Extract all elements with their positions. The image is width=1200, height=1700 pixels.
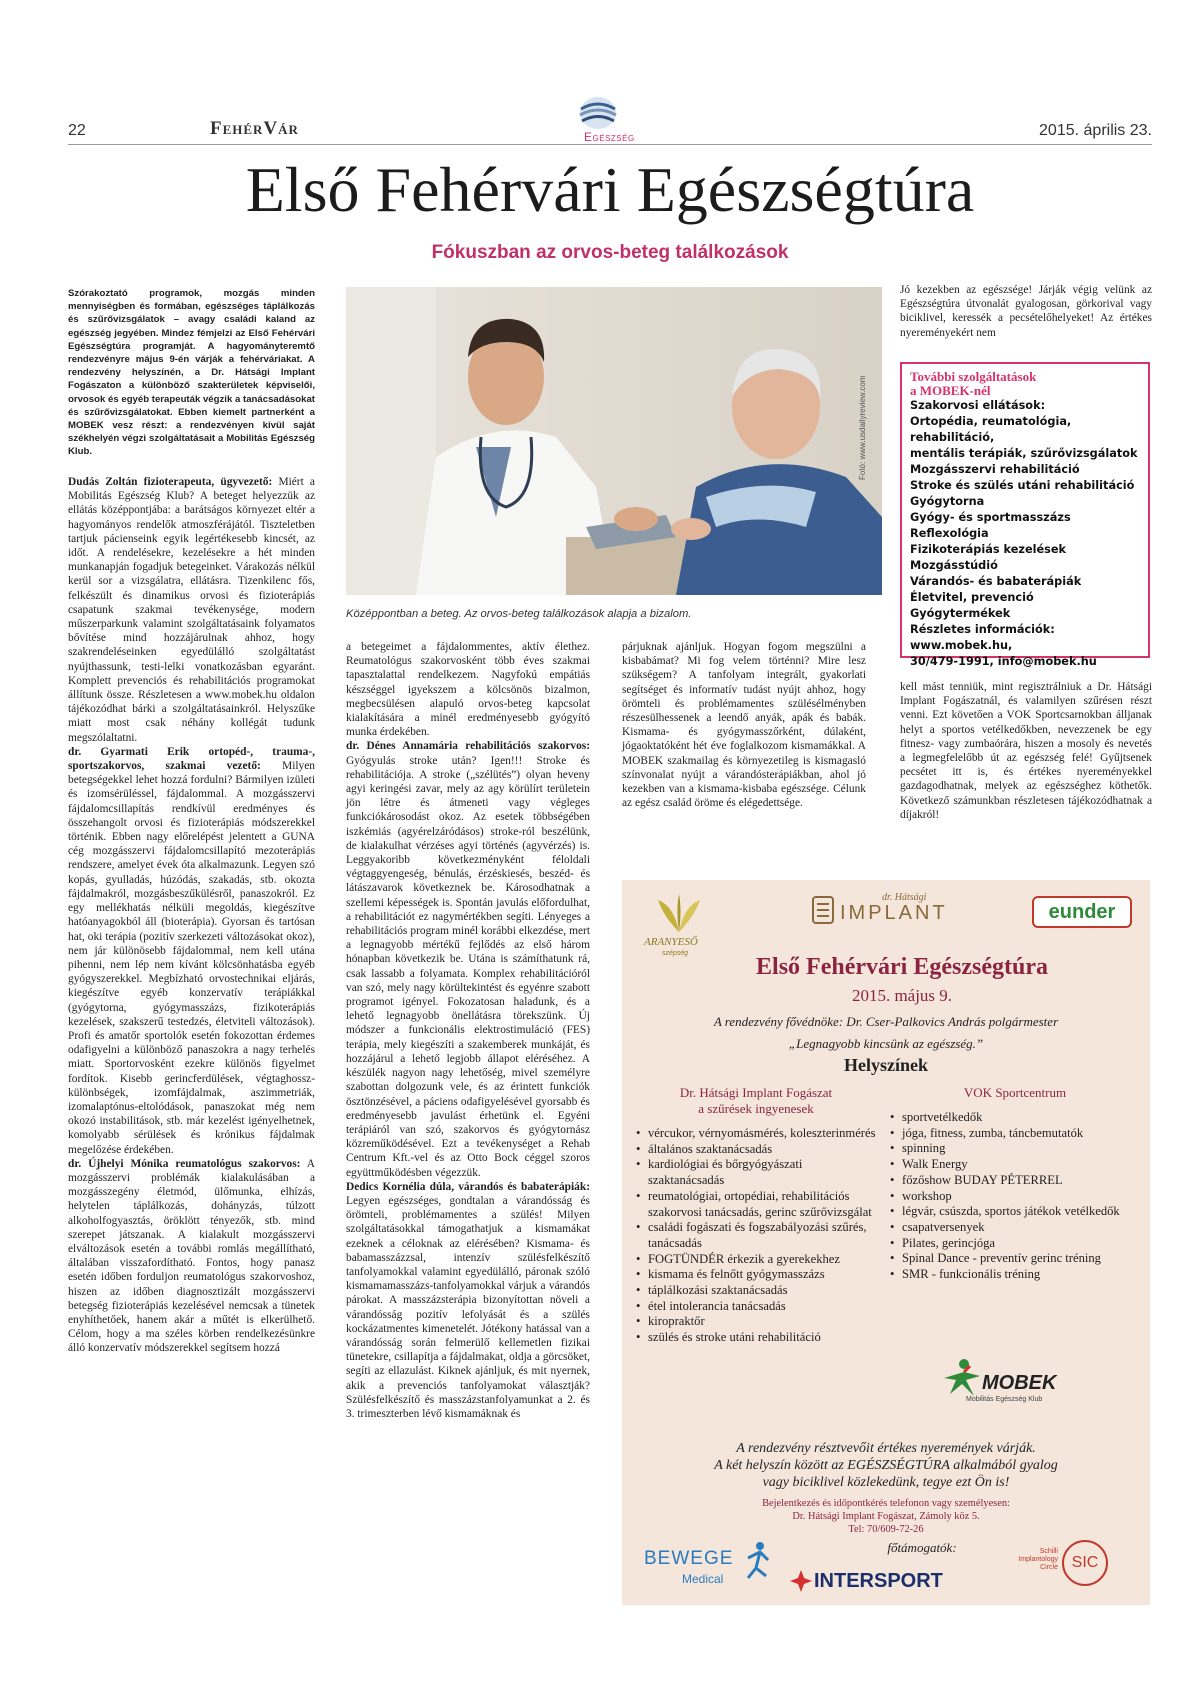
photo-credit: Fotó: www.usdailyreview.com	[858, 375, 867, 480]
program-item: • kardiológiai és bőrgyógyászati szaktanácsadás	[636, 1157, 876, 1188]
interviewee-name: dr. Gyarmati Erik ortopéd-, trauma-, sportszakorvos, szakmai vezető:	[68, 745, 315, 773]
program-item: • workshop	[890, 1189, 1140, 1205]
article-column-1	[68, 475, 315, 1356]
program-item: • kismama és felnőtt gyógymasszázs	[636, 1267, 876, 1283]
service-item: Fizikoterápiás kezelések	[910, 543, 1067, 556]
program-item: • vércukor, vérnyomásmérés, koleszterinmérés	[636, 1126, 876, 1142]
venue-implant-heading	[636, 1085, 876, 1117]
eunder-logo: eunder	[1032, 896, 1132, 928]
bewege-logo-text: BEWEGE	[644, 1548, 734, 1569]
photo-illustration	[346, 287, 882, 595]
interview-text: Gyógyulás stroke után? Igen!!! Stroke és rehabilitációja. A stroke („szélütés”) olyan heveny agyi keringési zavar, mely az agy körülírt területein jön létre és átmeneti vagy végleges funkciókárosodást okoz. Az esetek többségében iszkémiás (agyérelzáródásos) stroke-ról beszélünk, de kialakulhat vérzéses agyi történés (agyvérzés) is. Leggyakoribb következményként féloldali végtaggyengeség, bénulás, érzéskiesés, beszéd- és látászavarok következnek be. Károsodhatnak a szellemi képességek is. Spontán javulás előfordulhat, a rehabilitációt ez nagymértékben segíti. Lényeges a rehabilitációs program minél korábbi elkezdése, mert a legnagyobb mértékű fejlődés az első három hónapban következik be. Utána is számíthatunk rá, csak lassabb a folyamata. Komplex rehabilitációról van szó, mely nagy körültekintést és egyénre szabott programot igényel. Fokozatosan haladunk, és a lehető legnagyobb önellátásra törekszünk. Új módszer a funkcionális elektrostimuláció (FES) terápia, mely kiegészíti a szakemberek munkáját, és hozzájárul a lehető legjobb állapot eléréséhez. A készülék nagyon nagy lehetőség, mivel személyre szabottan dolgozunk vele, és az érintett funkciók ösztönzésével, a páciens odafigyelésével gyorsabb és eredményesebb javulást érhetünk el. Egyéni terápiáról van szó, szakorvos és gyógytornász közreműködésével. Ezt a tevékenységet a Rehab Centrum Kft.-vel és az Otto Bock céggel szoros együttműködésben végezzük.	[346, 754, 590, 1179]
program-item: • FOGTÜNDÉR érkezik a gyerekekhez	[636, 1252, 876, 1268]
program-item: • családi fogászati és fogszabályozási szűrés, tanácsadás	[636, 1220, 876, 1251]
headline: Első Fehérvári Egészségtúra	[245, 154, 975, 225]
service-item: Várandós- és babaterápiák	[910, 575, 1082, 588]
sic-caption-line: Implantology	[1018, 1556, 1058, 1563]
program-item: • táplálkozási szaktanácsadás	[636, 1283, 876, 1299]
service-item: Mozgásszervi rehabilitáció	[910, 463, 1080, 476]
mobek-logo-text: MOBEK	[982, 1372, 1057, 1394]
contact-line: Bejelentkezés és időpontkérés telefonon vagy személyesen:	[762, 1498, 1010, 1509]
interviewee-name: dr. Újhelyi Mónika reumatológus szakorvos:	[68, 1157, 301, 1170]
closing-text-top: Jó kezekben az egészsége! Járják végig velünk az Egészségtúra útvonalát gyalogosan, görkorival vagy biciklivel, keressék a pecsételőhelyeket! Az értékes nyereményekért nem	[900, 284, 1152, 339]
venue-implant-list	[636, 1126, 876, 1346]
venue-vok-heading: VOK Sportcentrum	[963, 1085, 1067, 1100]
venue-implant-name: Dr. Hátsági Implant Fogászat	[679, 1085, 833, 1100]
venue-implant-note: a szűrések ingyenesek	[698, 1101, 814, 1116]
section-label: Egészség	[584, 130, 635, 144]
subheadline: Fókuszban az orvos-beteg találkozások	[431, 242, 789, 263]
service-item: Életvitel, prevenció	[910, 591, 1034, 604]
interview-text: A mozgásszervi problémák kialakulásában a mozgásszegény életmód, ülőmunka, elhízás, helytelen táplálkozás, dohányzás, túlzott alkoholfogyasztás, öröklött tényezők, stb. mind szerepet játszanak. A kialakult mozgásszervi elváltozások esetén a további romlás megállítható, általában visszafordítható. Fontos, hogy panasz esetén időben forduljon reumatológus szakorvoshoz, hiszen az időben diagnosztizált mozgásszervi betegség fizioterápiás kezelésével nemcsak a tünetek enyhíthetőek, hanem akár a műtét is elkerülhető. Célom, hogy a ma széles körben rendelkezésünkre álló konzervatív módszerekkel segítsem hozzá	[68, 1157, 315, 1355]
service-item: Szakorvosi ellátások:	[910, 399, 1046, 412]
program-item: • Pilates, gerincjóga	[890, 1236, 1140, 1252]
doctor-patient-photo	[346, 287, 882, 595]
interview-text: Milyen betegségekkel lehet hozzá fordulni? Bármilyen izületi és izomsérüléssel, fájdalommal. A mozgásszervi fájdalomcsillapítás rendkívül eredményes és összehangolt orvosi és fizioterápiás módszerekkel történik. Ebben nagy előrelépést jelentett a GUNA cég mozgásszervi fájdalomcsillapító mezoterápiás rendszere, amelyet évek óta alkalmazunk. Legyen szó kopás, gyulladás, húzódás, szakadás, stb. okozta fájdalmakról, mozgásbeszűkülésről, panaszokról. Ez egy mellékhatás nélküli megoldás, kiegészítve hatóanyagokból áll (bioterápia). Gyorsan és tartósan hat, oki terápia (pozitív szerkezeti változásokat okoz), nem jár különösebb fájdalommal, nem kell utána pihenni, nem lép nem kívánt kölcsönhatásba egyéb gyógyszerekkel. Megbízható orvostechnikai eljárás, kiegészítve egyéb konzervatív terápiákkal (gyógytorna, gyógymasszázs, fizikoterápiás kezelések, szakszerű testedzés, életviteli változások). Profi és amatőr sportolók esetén fokozottan érdemes odafigyelni a különböző panaszokra a nagy terhelés miatt. Sportorvosként ezekre különös figyelmet fordítok. Kisebb gerincferdülések, végtaghossz-különbségek, izomfájdalmak, aszimmetriák, izomalaptónus-eltolódások, panaszokat még nem okozó instabilitások, stb. már kezelést igényelhetnek, komolyabb sérülések és krónikus fájdalmak megelőzése érdekében.	[68, 760, 315, 1156]
services-title-line2: a MOBEK-nél	[910, 383, 991, 398]
interviewee-name: Dedics Kornélia dúla, várandós és babaterápiák:	[346, 1180, 590, 1193]
implant-logo-small: dr. Hátsági	[882, 892, 927, 903]
venue-vok-list	[890, 1110, 1140, 1283]
intersport-star-icon	[790, 1570, 812, 1592]
program-item: • jóga, fitness, zumba, táncbemutatók	[890, 1126, 1140, 1142]
interview-text: a betegeimet a fájdalommentes, aktív élethez. Reumatológus szakorvosként több éves szakmai tapasztalattal rendelkezem. Nagyfokú empátiás készséggel igyekszem a kölcsönös bizalmon, megbecsülésen alapuló orvos-beteg kapcsolat kialakítására a minél eredményesebb gyógyító munka érdekében.	[346, 641, 590, 739]
header-rule	[68, 144, 1152, 145]
issue-date: 2015. április 23.	[1039, 122, 1152, 139]
ad-contact-info	[636, 1497, 1136, 1536]
ad-supporters-label: főtámogatók:	[887, 1540, 957, 1555]
ad-patron: A rendezvény fővédnöke: Dr. Cser-Palkovics András polgármester	[713, 1014, 1059, 1029]
masthead: FehérVár	[210, 118, 299, 139]
article-column-2	[346, 640, 590, 1421]
contact-line: Dr. Hátsági Implant Fogászat, Zámoly köz 5.	[792, 1511, 980, 1522]
service-item: Gyógytermékek	[910, 607, 1011, 620]
program-item: • csapatversenyek	[890, 1220, 1140, 1236]
ad-event-date: 2015. május 9.	[851, 986, 953, 1005]
ad-prize-text	[636, 1440, 1136, 1491]
interviewee-name: dr. Dénes Annamária rehabilitációs szakorvos:	[346, 740, 590, 753]
service-contact: 30/479-1991, info@mobek.hu	[910, 655, 1097, 668]
service-item: Mozgásstúdió	[910, 559, 998, 572]
mobek-logo-subtext: Mobilitás Egészség Klub	[966, 1396, 1043, 1403]
services-list	[910, 398, 1140, 670]
program-item: • sportvetélkedők	[890, 1110, 1140, 1126]
intersport-logo-text: INTERSPORT	[814, 1570, 943, 1592]
mobek-services-box	[900, 362, 1150, 668]
article-column-4-bottom	[900, 680, 1152, 822]
service-item: Stroke és szülés utáni rehabilitáció	[910, 479, 1135, 492]
services-title-line1: További szolgáltatások	[910, 369, 1037, 384]
interview-text: Miért a Mobilitás Egészség Klub? A beteget helyezzük az ellátás középpontjába: a barátságos környezet eltér a hagyományos rendelők atmoszférájától. Tiszteletben tartjuk pácienseink egyik legértékesebb kincsét, az időt. A rendelésekre, kezelésekre a hét minden munkanapján fogadjuk betegeinket. Várakozás nélkül kerül sor a vizsgálatra, ellátásra. Tizenkilenc fős, felkészült és dinamikus orvosi és fizioterápiás csapatunk szakmai tevékenysége, modern műszerparkunk valamint szolgáltatásaink folyamatos bővítése mind hozzájárulnak ahhoz, hogy szakrendeléseinken egyedülálló szolgáltatást nyújthassunk, testi-lelki vonatkozásban egyaránt. Komplett prevenciós és rehabilitációs programokat állítunk össze. Részletesen a www.mobek.hu oldalon tájékozódhat bárki a szolgáltatásainkról. Helyszűke miatt most csak néhány kollégát tudunk megszólaltatni.	[68, 476, 315, 744]
article-column-4-top	[900, 283, 1152, 340]
contact-line: Tel: 70/609-72-26	[848, 1524, 924, 1535]
sic-caption-line: Schilli	[1039, 1548, 1058, 1555]
program-item: • spinning	[890, 1141, 1140, 1157]
program-item: • étel intolerancia tanácsadás	[636, 1299, 876, 1315]
photo-caption: Középpontban a beteg. Az orvos-beteg találkozások alapja a bizalom.	[346, 608, 692, 620]
program-item: • szülés és stroke utáni rehabilitáció	[636, 1330, 876, 1346]
program-item: • Walk Energy	[890, 1157, 1140, 1173]
aranyeso-flower-icon	[644, 892, 714, 934]
implant-logo-icon	[812, 896, 834, 924]
mobek-figure-icon	[940, 1358, 984, 1398]
prize-line: A rendezvény résztvevőit értékes nyeremények várják.	[736, 1441, 1036, 1456]
sic-logo-caption	[1000, 1548, 1058, 1572]
program-item: • Spinal Dance - preventív gerinc tréning	[890, 1251, 1140, 1267]
interview-text: Legyen egészséges, gondtalan a várandósság és örömteli, problémamentes a szülés! Milyen szolgáltatásokkal támogathatjuk a kismamákat ezeknek a céloknak az elérésében? Kismama- és babamasszázzsal, intenzív szülésfelkészítő tanfolyamokkal valamint egyedülálló, páronak szóló kismamamasszázs-tanfolyamokkal várjuk a várandós párokat. A masszázsterápia bizonyítottan növeli a várandósság pozitív lefolyását és a szülés kockázatmentes kimenetelét. Jótékony hatással van a várandósság során felmerülő kellemetlen fizikai tünetekre, csillapítja a fájdalmakat, oldja a görcsöket, segíti az ellazulást. Kiknek ajánljuk, és mit nyernek, akik a prevenciós tanfolyamokat választják? Szülésfelkészítő és masszázstanfolyamunkat a 2. és 3. trimeszterben lévő kismamáknak és	[346, 1194, 590, 1420]
prize-line: vagy biciklivel közlekedünk, tegye ezt Ön is!	[762, 1475, 1010, 1490]
service-contact: Részletes információk: www.mobek.hu,	[910, 623, 1055, 652]
article-lead: Szórakoztató programok, mozgás minden mennyiségben és formában, egészséges táplálkozás és szűrővizsgálatok – avagy családi kaland az egészség jegyében. Mindez fémjelzi az Első Fehérvári Egészségtúra programját. A hagyományteremtő rendezvényre május 9-én várják a fehérváriakat. A rendezvény helyszínén, a Dr. Hátsági Implant Fogászaton a különböző szakterületek képviselői, orvosok és egyéb terapeuták végzik a tanácsadásokat és szűrővizsgálatokat. Ebben kiemelt partnerként a MOBEK vesz részt: a rendezvényen kívül saját székhelyén végzi szolgáltatásait a Mobilitás Egészség Klub.	[68, 288, 315, 458]
bewege-runner-icon	[742, 1540, 774, 1580]
article-column-3	[622, 640, 866, 810]
prize-line: A két helyszín között az EGÉSZSÉGTÚRA alkalmából gyalog	[714, 1458, 1058, 1473]
ad-title: Első Fehérvári Egészségtúra	[756, 954, 1048, 980]
implant-logo-text: IMPLANT	[840, 902, 948, 924]
service-item: Gyógy- és sportmasszázs	[910, 511, 1071, 524]
program-item: • légvár, csúszda, sportos játékok vetélkedők	[890, 1204, 1140, 1220]
program-item: • SMR - funkcionális tréning	[890, 1267, 1140, 1283]
service-item: Reflexológia	[910, 527, 989, 540]
ad-venues-title: Helyszínek	[844, 1055, 928, 1075]
service-item: Gyógytorna	[910, 495, 985, 508]
aranyeso-logo-subtext: szépség	[662, 950, 689, 957]
interview-text: párjuknak ajánljuk. Hogyan fogom megszülni a kisbabámat? Mi fog velem történni? Mire lesz szükségem? A tanfolyam integrált, gyakorlati segítséget és informatív tudást nyújt ahhoz, hogy örömteli és problémamentes szülésélményben részesülhessenek a leendő anyák, apák és babák. Kismama- és gyógymasszőrként, dúlaként, jógaoktatóként hét éve foglalkozom kismamákkal. A MOBEK szakmailag és környezetileg is kismagasló színvonalat nyújt a várandósterápiákban, ahol jó kezekben van a kismama-kisbaba egészsége. Célunk az egész család öröme és elégedettsége.	[622, 641, 866, 810]
program-item: • reumatológiai, ortopédiai, rehabilitációs szakorvosi tanácsadás, gerinc szűrővizsgálat	[636, 1189, 876, 1220]
closing-text-bottom: kell mást tenniük, mint regisztrálniuk a Dr. Hátsági Implant Fogászatnál, és valamilyen szűrésen részt venni. Ezt követően a VOK Sportcsarnokban álljanak helyt a sportos vetélkedőkben, nevezzenek be egy fitnesz- vagy zumbaórára, hiszen a mosoly és nevetés a legmegfelelőbb út az egészség felé! Gyűjtsenek pecsétet itt is, és értékes nyereményekkel gazdagodhatnak, melyek az egészséghez köthetők. Következő számunkban részletesen tájékozódhatnak a díjakról!	[900, 681, 1152, 821]
sic-caption-line: Circle	[1040, 1564, 1058, 1571]
bewege-logo-subtext: Medical	[682, 1572, 724, 1586]
interviewee-name: Dudás Zoltán fizioterapeuta, ügyvezető:	[68, 476, 273, 488]
aranyeso-logo-text: ARANYESŐ	[644, 936, 698, 948]
event-advertisement	[622, 880, 1150, 1605]
ad-motto: „Legnagyobb kincsünk az egészség.”	[788, 1036, 984, 1051]
program-item: • kiropraktőr	[636, 1314, 876, 1330]
health-section-logo-icon	[575, 95, 621, 131]
program-item: • általános szaktanácsadás	[636, 1142, 876, 1158]
service-item: Ortopédia, reumatológia, rehabilitáció,	[910, 415, 1072, 444]
page-number: 22	[68, 122, 86, 139]
service-item: mentális terápiák, szűrővizsgálatok	[910, 447, 1138, 460]
program-item: • főzőshow BUDAY PÉTERREL	[890, 1173, 1140, 1189]
sic-logo: SIC	[1062, 1540, 1108, 1586]
